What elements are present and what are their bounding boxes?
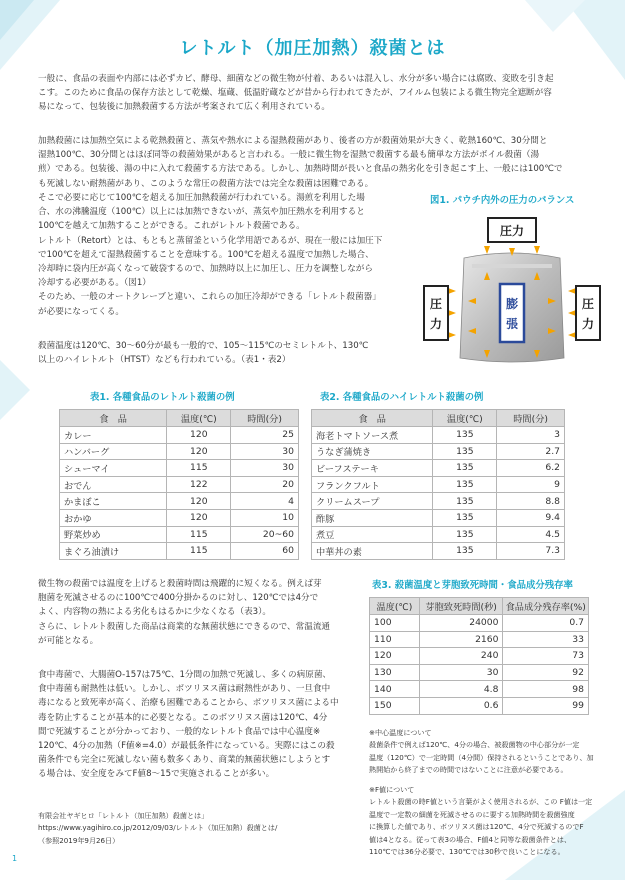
header-temperature: 温度(℃) (433, 410, 497, 427)
table-row: ハンバーグ 120 30 (60, 443, 299, 460)
table-row: かまぼこ 120 4 (60, 493, 299, 510)
table-row: 酢豚 135 9.4 (312, 509, 565, 526)
pouch-pressure-figure (422, 210, 602, 370)
core-temperature-note: ※中心温度について 殺菌条件で例えば120℃、4分の場合、被殺菌物の中心部分が一定 温度（120℃）で一定時間（4分間）保持されるということであり、加 熱開始から終了までの時間ではないことに注意が必要である。 (369, 728, 594, 775)
left-pressure-label-2: 力 (429, 317, 443, 331)
page-title: レトルト（加圧加熱）殺菌とは (179, 38, 446, 59)
table3-temperature-spore-death (369, 597, 589, 715)
expansion-label-2: 張 (505, 317, 519, 331)
table-row: 130 30 92 (370, 664, 589, 681)
table-row: おかゆ 120 10 (60, 509, 299, 526)
table-row: おでん 122 20 (60, 476, 299, 493)
header-spore-death-time: 芽胞致死時間(秒) (419, 598, 503, 615)
f-value-note: ※F値について レトルト殺菌の時F値という言葉がよく使用されるが、この F値は一定 温度で一定数の細菌を死滅させるのに要する加熱時間を殺菌強度 に換算した値であり、ボツリヌス菌は120℃、4分で死滅するのでF 値は4となる。従って表3の場合、F値4と同等な殺菌条件とは、 110℃では36分必要で、130℃では30秒で良いことになる。 (369, 785, 593, 857)
intro-paragraph: 一般に、食品の表面や内部には必ずカビ、酵母、細菌などの微生物が付着、あるいは混入し、水分が多い場合には腐敗、変敗を引き起 こす。このために食品の保存方法として乾燥、塩蔵、低温貯蔵などが昔から行われてきたが、フイルム包装による微生物完全遮断が容 易になって、包装後に加熱殺菌する方法が考案されて広く利用されている。 (38, 74, 554, 113)
table-row: 海老トマトソース煮 135 3 (312, 427, 565, 444)
header-temperature: 温度(℃) (370, 598, 420, 615)
table-row: カレー 120 25 (60, 427, 299, 444)
table-row: うなぎ蒲焼き 135 2.7 (312, 443, 565, 460)
retort-definition-paragraph: そこで必要に応じて100℃を超える加圧加熱殺菌が行われている。湯煎を利用した場 合、水の沸騰温度（100℃）以上には加熱できないが、蒸気や加圧熱水を利用すると 100℃を越えて加熱することができる。これがレトルト殺菌である。 レトルト（Retort）とは、もともと蒸留釜という化学用語であるが、現在一般には加圧下 で100℃を超えて湿熱殺菌することを意味する。100℃を超える温度で加熱した場合、 冷却時に袋内圧が高くなって破袋するので、加熱時以上に加圧し、圧力を調整しながら 冷却する必要がある。（図1） そのため、一般のオートクレーブと違い、これらの加圧冷却ができる「レトルト殺菌器」 が必要になってくる。 (38, 193, 383, 317)
temperature-effect-paragraph: 微生物の殺菌では温度を上げると殺菌時間は飛躍的に短くなる。例えば芽 胞菌を死滅させるのに100℃で400分掛かるのに対し、120℃では4分で よく、内容物の熱による劣化もはるかに少なくなる（表3）。 さらに、レトルト殺菌した商品は商業的な無菌状態にできるので、常温流通 が可能となる。 (38, 579, 331, 646)
expansion-label-1: 膨 (505, 297, 519, 311)
table-row: 150 0.6 99 (370, 697, 589, 714)
table-header-row (312, 410, 565, 427)
right-pressure-label-1: 圧 (581, 297, 595, 311)
table-row: 100 24000 0.7 (370, 615, 589, 632)
table-row: 中華丼の素 135 7.3 (312, 543, 565, 560)
left-pressure-box (424, 286, 448, 340)
heat-sterilization-paragraph: 加熱殺菌には加熱空気による乾熱殺菌と、蒸気や熱水による湿熱殺菌があり、後者の方が殺菌効果が大きく、乾熱160℃、30分間と 湿熱100℃、30分間とはほぼ同等の殺菌効果があると言われる。一般に微生物を湿熱で殺菌する最も簡単な方法がボイル殺菌（湯 煎）である。包装後、湯の中に入れて殺菌する方法である。しかし、加熱時間が長いと食品の熱劣化を引き起こす上、一般には100℃で も死滅しない耐熱菌があり、このような常圧の殺菌方法では完全な殺菌は困難である。 (38, 136, 563, 189)
table-row: クリームスープ 135 8.8 (312, 493, 565, 510)
header-temperature: 温度(℃) (167, 410, 231, 427)
page-number: 1 (12, 854, 18, 863)
table1-caption: 表1. 各種食品のレトルト殺菌の例 (90, 392, 235, 403)
top-pressure-label: 圧力 (499, 224, 525, 238)
right-pressure-label-2: 力 (581, 317, 595, 331)
table-row: 110 2160 33 (370, 631, 589, 648)
header-retention-rate: 食品成分残存率(%) (503, 598, 589, 615)
table3-caption: 表3. 殺菌温度と芽胞致死時間・食品成分残存率 (372, 580, 573, 591)
table-header-row (60, 410, 299, 427)
header-food: 食 品 (312, 410, 433, 427)
source-citation: 有限会社ヤギヒロ「レトルト（加圧加熱）殺菌とは」 https://www.yagihiro.co.jp/2012/09/03/レトルト（加圧加熱）殺菌とは/ （参照2019年9月26日） (38, 811, 278, 845)
expansion-box (500, 284, 524, 342)
header-time: 時間(分) (231, 410, 299, 427)
food-poisoning-paragraph: 食中毒菌で、大腸菌O-157は75℃、1分間の加熱で死滅し、多くの病原菌、 食中毒菌も耐熱性は低い。しかし、ボツリヌス菌は耐熱性があり、一旦食中 毒になると致死率が高く、治療も困難であることから、ボツリヌス菌による中 毒を防止することが基本的に必要となる。このボツリヌス菌は120℃、4分 間で死滅することが分かっており、一般的なレトルト食品では中心温度※ 120℃、4分の加熱（F値※=4.0）が最低条件になっている。実際にはこの殺 菌条件でも完全に死滅しない菌も数多くあり、商業的無菌状態にしようとす る場合は、安全度をみてF値8～15で実施されることが多い。 (38, 670, 339, 780)
table-row: 140 4.8 98 (370, 681, 589, 698)
table-header-row (370, 598, 589, 615)
table-row: ビーフステーキ 135 6.2 (312, 460, 565, 477)
table-row: シューマイ 115 30 (60, 460, 299, 477)
right-pressure-box (576, 286, 600, 340)
left-pressure-label-1: 圧 (429, 297, 443, 311)
decoration-left-middle (0, 360, 40, 420)
table2-caption: 表2. 各種食品のハイレトルト殺菌の例 (320, 392, 484, 403)
table-row: フランクフルト 135 9 (312, 476, 565, 493)
table2-high-retort-examples (311, 409, 565, 560)
table-row: まぐろ油漬け 115 60 (60, 543, 299, 560)
header-time: 時間(分) (497, 410, 565, 427)
table1-retort-examples (59, 409, 299, 560)
table-row: 野菜炒め 115 20~60 (60, 526, 299, 543)
header-food: 食 品 (60, 410, 167, 427)
figure1-caption: 図1. パウチ内外の圧力のバランス (430, 195, 575, 206)
table-row: 煮豆 135 4.5 (312, 526, 565, 543)
table-row: 120 240 73 (370, 648, 589, 665)
sterilization-temperature-paragraph: 殺菌温度は120℃、30～60分が最も一般的で、105～115℃のセミレトルト、130℃ 以上のハイレトルト（HTST）なども行われている。（表1・表2） (38, 341, 369, 366)
